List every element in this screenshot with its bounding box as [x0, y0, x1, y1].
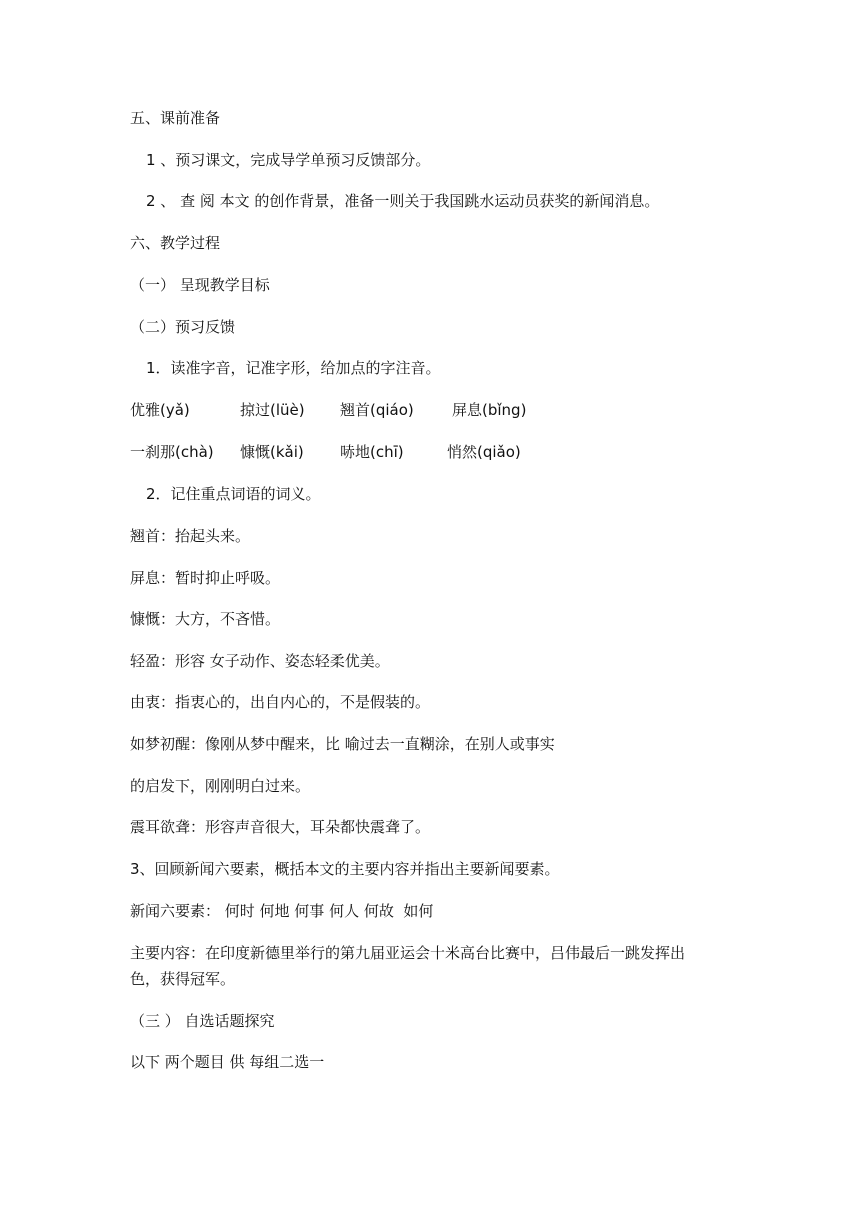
section5-title: 五、课前准备: [130, 109, 221, 127]
definition-item: 慷慨：大方，不吝惜。: [130, 610, 281, 628]
task-3: 3、回顾新闻六要素，概括本文的主要内容并指出主要新闻要素。: [130, 860, 560, 878]
main-content-line-1: 主要内容：在印度新德里举行的第九届亚运会十米高台比赛中，吕伟最后一跳发挥出: [130, 944, 686, 962]
definition-item: 如梦初醒：像刚从梦中醒来，比 喻过去一直糊涂，在别人或事实: [130, 735, 555, 753]
prep-item-2: 2 、 查 阅 本文 的创作背景，准备一则关于我国跳水运动员获奖的新闻消息。: [146, 192, 660, 210]
pinyin-word: 翘首(qiáo): [340, 401, 414, 419]
pinyin-word: 屏息(bǐng): [452, 401, 527, 419]
topic-choice: 以下 两个题目 供 每组二选一: [130, 1053, 325, 1071]
pinyin-word: 一刹那(chà): [130, 443, 214, 461]
task-1: 1．读准字音，记准字形，给加点的字注音。: [146, 359, 441, 377]
task-2: 2．记住重点词语的词义。: [146, 485, 321, 503]
step-3: （三 ） 自选话题探究: [130, 1012, 275, 1030]
definition-item: 由衷：指衷心的，出自内心的，不是假装的。: [130, 693, 431, 711]
definition-item: 的启发下，刚刚明白过来。: [130, 777, 311, 795]
pinyin-word: 优雅(yǎ): [130, 401, 190, 419]
definition-item: 震耳欲聋：形容声音很大，耳朵都快震聋了。: [130, 818, 431, 836]
pinyin-word: 哧地(chī): [340, 443, 404, 461]
pinyin-word: 悄然(qiǎo): [447, 443, 521, 461]
pinyin-word: 慷慨(kǎi): [240, 443, 304, 461]
definition-item: 屏息：暂时抑止呼吸。: [130, 569, 281, 587]
section6-title: 六、教学过程: [130, 234, 221, 252]
news-elements: 新闻六要素： 何时 何地 何事 何人 何故 如何: [130, 902, 434, 920]
step-1: （一） 呈现教学目标: [130, 276, 270, 294]
main-content-line-2: 色，获得冠军。: [130, 970, 236, 988]
step-2: （二）预习反馈: [130, 318, 236, 336]
pinyin-word: 掠过(lüè): [240, 401, 305, 419]
definition-item: 翘首：抬起头来。: [130, 527, 251, 545]
prep-item-1: 1 、预习课文，完成导学单预习反馈部分。: [146, 151, 431, 169]
definition-item: 轻盈：形容 女子动作、姿态轻柔优美。: [130, 652, 390, 670]
